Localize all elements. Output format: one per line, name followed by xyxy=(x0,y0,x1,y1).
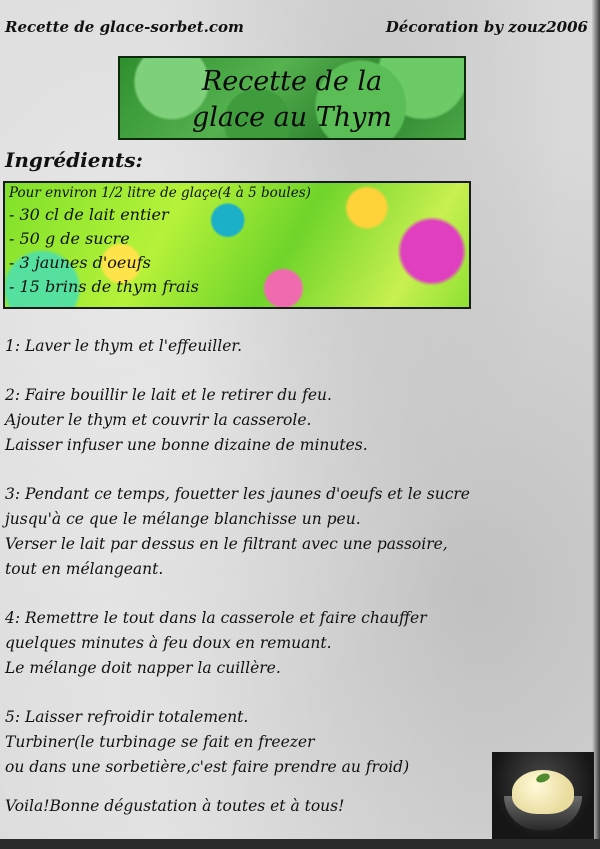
step-1 xyxy=(5,334,565,359)
step-4 xyxy=(5,606,565,681)
ingredient-item: - 3 jaunes d'oeufs xyxy=(9,253,151,272)
step-line: 4: Remettre le tout dans la casserole et faire chauffer xyxy=(5,609,427,627)
ice-cream-photo xyxy=(492,752,594,839)
ingredient-item: - 15 brins de thym frais xyxy=(9,277,199,296)
recipe-title: Recette de la glace au Thym xyxy=(191,66,393,133)
step-line: 5: Laisser refroidir totalement. xyxy=(5,708,249,726)
step-line: jusqu'à ce que le mélange blanchisse un peu. xyxy=(5,510,361,528)
step-line: 1: Laver le thym et l'effeuiller. xyxy=(5,337,242,355)
step-line: 3: Pendant ce temps, fouetter les jaunes d'oeufs et le sucre xyxy=(5,485,470,503)
ingredients-intro: Pour environ 1/2 litre de glaçe(4 à 5 boules) xyxy=(9,185,311,201)
step-line: Turbiner(le turbinage se fait en freezer xyxy=(5,733,315,751)
ingredients-list xyxy=(9,203,465,299)
site-credit: Recette de glace-sorbet.com xyxy=(5,18,244,36)
closing-line: Voila!Bonne dégustation à toutes et à tous! xyxy=(5,797,345,815)
step-line: Laisser infuser une bonne dizaine de minutes. xyxy=(5,436,368,454)
step-5 xyxy=(5,705,565,780)
step-line: tout en mélangeant. xyxy=(5,560,164,578)
page-edge-bottom xyxy=(0,839,600,849)
decoration-credit: Décoration by zouz2006 xyxy=(385,18,588,36)
recipe-steps xyxy=(5,334,565,804)
title-banner xyxy=(118,56,466,140)
ingredients-box xyxy=(3,181,471,309)
page-edge-right xyxy=(592,0,600,849)
step-3 xyxy=(5,482,565,582)
step-line: 2: Faire bouillir le lait et le retirer du feu. xyxy=(5,386,332,404)
ingredients-heading: Ingrédients: xyxy=(5,148,143,172)
step-line: Ajouter le thym et couvrir la casserole. xyxy=(5,411,312,429)
step-line: Verser le lait par dessus en le filtrant avec une passoire, xyxy=(5,535,448,553)
ingredient-item: - 50 g de sucre xyxy=(9,229,130,248)
step-line: Le mélange doit napper la cuillère. xyxy=(5,659,281,677)
step-line: ou dans une sorbetière,c'est faire prendre au froid) xyxy=(5,758,410,776)
step-2 xyxy=(5,383,565,458)
step-line: quelques minutes à feu doux en remuant. xyxy=(5,634,332,652)
ingredient-item: - 30 cl de lait entier xyxy=(9,205,169,224)
